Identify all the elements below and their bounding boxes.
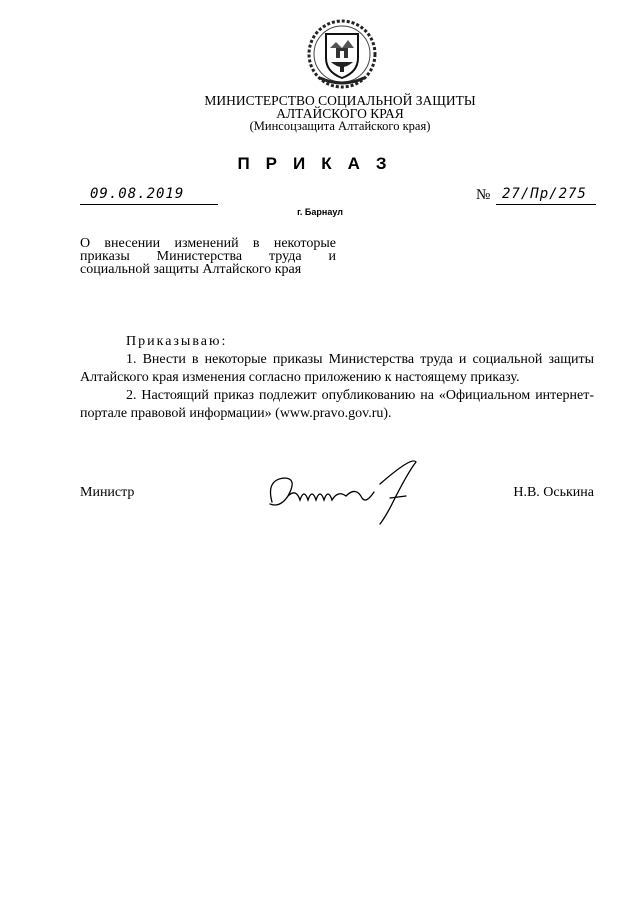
order-body (80, 333, 594, 423)
handwritten-signature (262, 452, 422, 532)
ministry-name-line1: МИНИСТЕРСТВО СОЦИАЛЬНОЙ ЗАЩИТЫ (204, 93, 476, 108)
order-item-2: 2. Настоящий приказ подлежит опубликованию на «Официальном интернет-портале правовой информации» (www.pravo.gov.ru). (80, 388, 594, 421)
order-subject: О внесении изменений в некоторые приказы Министерства труда и социальной защиты Алтайского края (80, 236, 336, 277)
order-item-1: 1. Внести в некоторые приказы Министерства труда и социальной защиты Алтайского края изменения согласно приложению к настоящему приказу. (80, 352, 594, 385)
city-label: г. Барнаул (297, 207, 343, 217)
number-label: № (476, 187, 491, 203)
date-value: 09.08.2019 (90, 186, 185, 202)
ministry-short-name: (Минсоцзащита Алтайского края) (249, 119, 431, 133)
signatory-name: Н.В. Оськина (513, 485, 594, 500)
ministry-name-line2: АЛТАЙСКОГО КРАЯ (276, 106, 404, 121)
date-field (80, 186, 218, 205)
coat-of-arms-emblem-icon (306, 18, 378, 90)
document-title: ПРИКАЗ (237, 154, 403, 173)
order-intro: Приказываю: (126, 334, 228, 349)
signatory-position: Министр (80, 485, 135, 500)
number-field (496, 186, 596, 205)
number-value: 27/Пр/275 (502, 186, 587, 202)
